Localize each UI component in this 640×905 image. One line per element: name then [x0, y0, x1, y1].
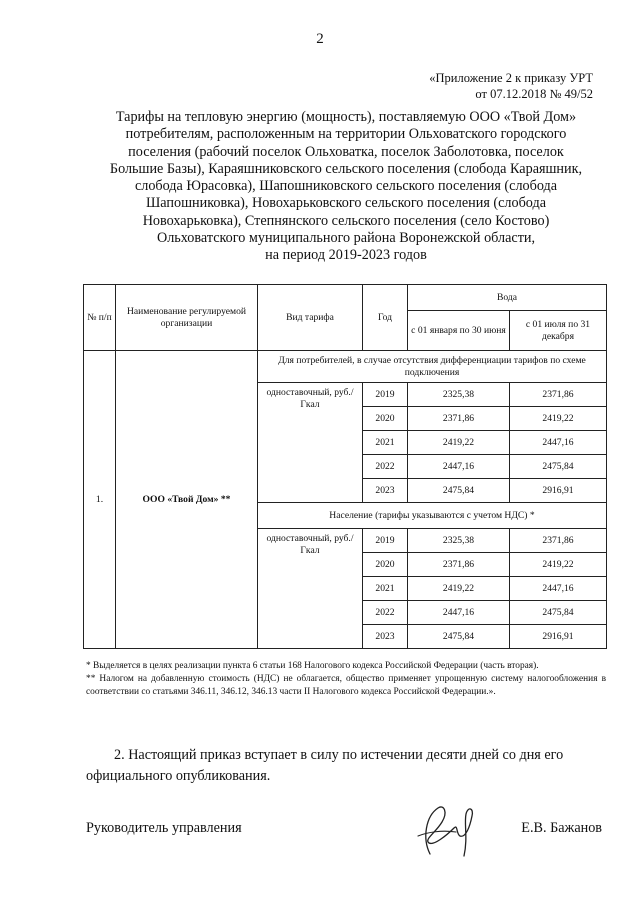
- footnote: ** Налогом на добавленную стоимость (НДС) не облагается, общество применяет упрощенную систему налогообложения в соответствии со статьями 346.11, 346.12, 346.13 части II Налогового кодекса Российской Федерации.».: [86, 674, 606, 697]
- appendix-reference: [429, 70, 593, 102]
- year-cell: 2023: [363, 479, 408, 503]
- section-heading: Население (тарифы указываются с учетом НДС) *: [258, 503, 607, 529]
- title-line: на период 2019-2023 годов: [265, 247, 427, 264]
- title-line: слобода Юрасовка), Шапошниковского сельского поселения (слобода: [134, 178, 558, 195]
- title-line: поселения (рабочий поселок Ольховатка, поселок Заболотовка, поселок: [128, 143, 564, 160]
- title-line: Тарифы на тепловую энергию (мощность), поставляемую ООО «Твой Дом»: [115, 109, 577, 125]
- footnote: * Выделяется в целях реализации пункта 6 статьи 168 Налогового кодекса Российской Федерации (часть вторая).: [86, 661, 539, 671]
- year-cell: 2021: [363, 577, 408, 601]
- appendix-line-1: «Приложение 2 к приказу УРТ: [429, 71, 593, 85]
- signatory-role: Руководитель управления: [86, 820, 242, 836]
- year-cell: 2023: [363, 625, 408, 649]
- value-h1: 2475,84: [408, 479, 510, 503]
- tariff-type: одноставочный, руб./Гкал: [258, 529, 363, 649]
- value-h2: 2475,84: [510, 455, 607, 479]
- header-period-2: с 01 июля по 31 декабря: [510, 311, 607, 351]
- value-h2: 2371,86: [510, 383, 607, 407]
- handwritten-signature: [408, 798, 498, 860]
- header-organization: Наименование регулируемой организации: [116, 285, 258, 351]
- value-h2: 2419,22: [510, 407, 607, 431]
- value-h2: 2447,16: [510, 577, 607, 601]
- value-h2: 2419,22: [510, 553, 607, 577]
- value-h1: 2325,38: [408, 529, 510, 553]
- value-h1: 2447,16: [408, 455, 510, 479]
- paragraph-text: 2. Настоящий приказ вступает в силу по истечении десяти дней со дня его официального опубликования.: [86, 747, 564, 784]
- header-num: № п/п: [84, 285, 116, 351]
- value-h2: 2916,91: [510, 479, 607, 503]
- value-h2: 2447,16: [510, 431, 607, 455]
- organization-name: ООО «Твой Дом» **: [116, 351, 258, 649]
- value-h1: 2325,38: [408, 383, 510, 407]
- tariff-type: одноставочный, руб./Гкал: [258, 383, 363, 503]
- title-line: Шапошниковка), Новохарьковского сельского поселения (слобода: [145, 195, 547, 212]
- row-number: 1.: [84, 351, 116, 649]
- title-line: Большие Базы), Караяшниковского сельского поселения (слобода Караяшник,: [109, 160, 583, 177]
- footnotes: [86, 660, 606, 699]
- value-h1: 2371,86: [408, 553, 510, 577]
- order-paragraph: [86, 745, 606, 787]
- year-cell: 2022: [363, 601, 408, 625]
- year-cell: 2020: [363, 553, 408, 577]
- value-h2: 2916,91: [510, 625, 607, 649]
- year-cell: 2022: [363, 455, 408, 479]
- appendix-line-2: от 07.12.2018 № 49/52: [475, 87, 593, 101]
- section-heading: Для потребителей, в случае отсутствия дифференциации тарифов по схеме подключения: [258, 351, 607, 383]
- value-h1: 2419,22: [408, 431, 510, 455]
- header-year: Год: [363, 285, 408, 351]
- year-cell: 2020: [363, 407, 408, 431]
- title-line: потребителям, расположенным на территории Ольховатского городского: [125, 126, 567, 143]
- year-cell: 2019: [363, 529, 408, 553]
- page-number: 2: [316, 31, 324, 47]
- value-h1: 2475,84: [408, 625, 510, 649]
- title-line: Ольховатского муниципального района Воронежской области,: [156, 230, 536, 247]
- value-h1: 2371,86: [408, 407, 510, 431]
- header-period-1: с 01 января по 30 июня: [408, 311, 510, 351]
- year-cell: 2021: [363, 431, 408, 455]
- header-tariff-type: Вид тарифа: [258, 285, 363, 351]
- header-water: Вода: [408, 285, 607, 311]
- tariff-table: [83, 284, 607, 649]
- signatory-name: Е.В. Бажанов: [521, 820, 602, 836]
- document-title: [86, 109, 606, 265]
- value-h1: 2419,22: [408, 577, 510, 601]
- value-h1: 2447,16: [408, 601, 510, 625]
- title-line: Новохарьковка), Степнянского сельского поселения (село Костово): [142, 212, 550, 229]
- value-h2: 2371,86: [510, 529, 607, 553]
- value-h2: 2475,84: [510, 601, 607, 625]
- year-cell: 2019: [363, 383, 408, 407]
